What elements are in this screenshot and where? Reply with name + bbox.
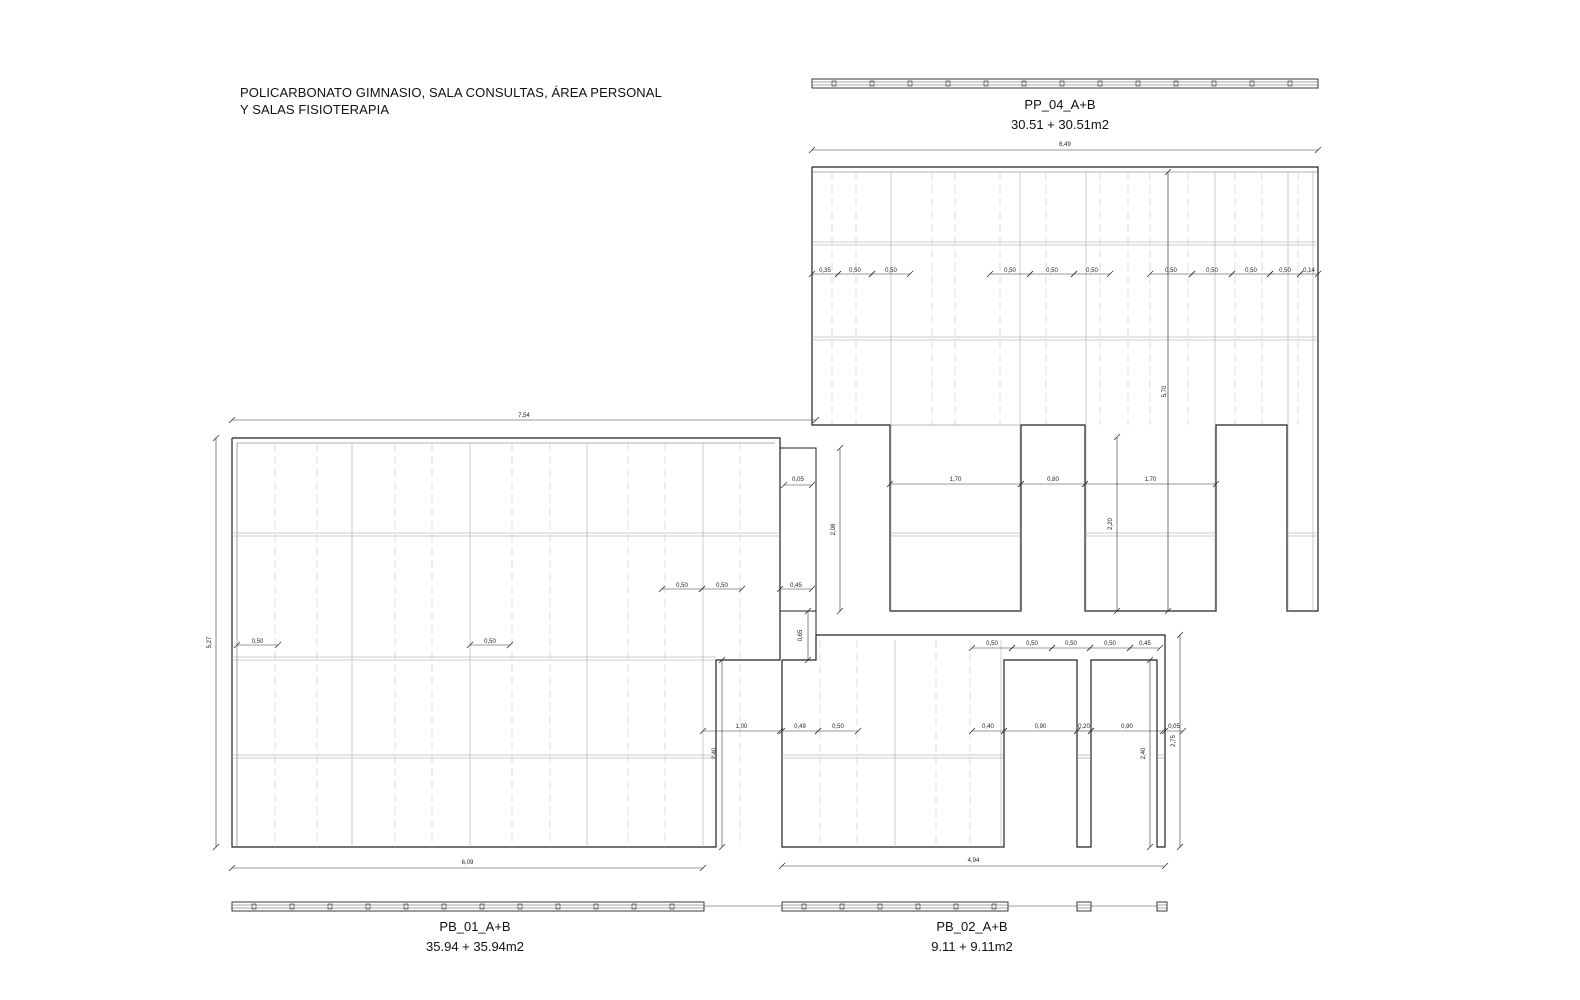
pb02-right-spacing-dimension-text: 0,90 — [1034, 724, 1047, 730]
pb02-top-spacing-dimension-text: 0,50 — [1065, 641, 1077, 647]
pb02-right-spacing-dimension-text: 0,40 — [982, 724, 994, 730]
pb01-spacing-dimension-text: 0,50 — [676, 583, 688, 589]
pp04-spacing-dimension-text: 0,50 — [885, 268, 897, 274]
pb02-profile-strip — [1157, 902, 1167, 911]
pb02-top-spacing-dimension-text: 0,50 — [1026, 641, 1038, 647]
pb02-top-spacing-dimension-text: 0,50 — [986, 641, 998, 647]
pb02-top-spacing-dimension-text: 0,50 — [1104, 641, 1116, 647]
pb02-profile-strip — [1077, 902, 1091, 911]
pb01-spacing-dimension-text: 0,45 — [790, 583, 802, 589]
pb02-top-step — [780, 611, 1165, 635]
pp04-spacing-dimension-text: 0,50 — [1279, 268, 1291, 274]
pb01-spacing-dimension-text: 0,50 — [716, 583, 728, 589]
pb01-spacing-dimension-text: 0,50 — [484, 639, 496, 645]
pb01-spacing-dimension-text: 0,50 — [251, 639, 264, 645]
pp04-spacing-dimension-text: 0,35 — [819, 268, 831, 274]
piece-area-pp04: 30.51 + 30.51m2 — [1011, 117, 1109, 132]
drawing-title-line-1: POLICARBONATO GIMNASIO, SALA CONSULTAS, ÁREA PERSONAL — [240, 85, 662, 100]
pb01-width-dimension-text: 7,54 — [518, 413, 530, 419]
pb01-step-dimension-text: 0,65 — [798, 629, 804, 642]
pp04-spacing-dimension-text: 0,50 — [1245, 268, 1257, 274]
pb02-profile-strip — [782, 902, 1008, 911]
pp04-gap-dimension-text: 1,70 — [949, 477, 962, 483]
pp04-outline — [812, 167, 1318, 611]
piece-code-pp04: PP_04_A+B — [1024, 97, 1096, 112]
pp04-height-dimension-text: 5,70 — [1162, 385, 1168, 398]
piece-code-pb01: PB_01_A+B — [439, 919, 511, 934]
pp04-spacing-dimension-text: 0,50 — [849, 268, 861, 274]
piece-area-pb01: 35.94 + 35.94m2 — [426, 939, 524, 954]
pp04-spacing-dimension-text: 0,50 — [1004, 268, 1016, 274]
pb01-notch-height-dimension-text: 2,40 — [712, 747, 718, 760]
pb01-notch-width-dimension-text: 1,00 — [735, 724, 748, 730]
pb01-outline — [232, 438, 780, 847]
pb01-extension-height-dimension-text: 2,08 — [831, 523, 837, 536]
pp04-gap-dimension-text: 1,70 — [1144, 477, 1157, 483]
piece-code-pb02: PB_02_A+B — [936, 919, 1008, 934]
pb02-right-spacing-dimension-text: 0,20 — [1078, 724, 1090, 730]
pb01-bottom-width-dimension-text: 6,09 — [461, 860, 474, 866]
pb01-height-dimension-text: 5,27 — [207, 636, 213, 649]
piece-area-pb02: 9.11 + 9.11m2 — [931, 939, 1013, 954]
pb01-profile-strip — [232, 902, 704, 911]
pp04-spacing-dimension-text: 0,50 — [1165, 268, 1177, 274]
pb02-outline — [782, 635, 1165, 847]
pb01-extension-small-dimension-text: 0,05 — [792, 477, 804, 483]
pb02-right-spacing-dimension-text: 0,90 — [1121, 724, 1133, 730]
pb02-height-dimension-text: 2,75 — [1171, 735, 1177, 747]
pp04-spacing-dimension-text: 0,14 — [1303, 268, 1315, 274]
pb02-top-spacing-dimension-text: 0,45 — [1139, 641, 1151, 647]
pb02-extension-small-dimension-text: 0,05 — [1168, 724, 1180, 730]
pp04-spacing-dimension-text: 0,50 — [1046, 268, 1058, 274]
drawing-title-line-2: Y SALAS FISIOTERAPIA — [240, 102, 390, 117]
pb02-mid-spacing-dimension-text: 0,50 — [832, 724, 844, 730]
pb02-mid-spacing-dimension-text: 0,49 — [794, 724, 806, 730]
pp04-notch-dimension-text: 2,20 — [1108, 518, 1114, 530]
pp04-spacing-dimension-text: 0,50 — [1086, 268, 1098, 274]
pp04-spacing-dimension-text: 0,50 — [1206, 268, 1218, 274]
pb02-inner-height-dimension-text: 2,40 — [1141, 747, 1147, 760]
pp04-gap-dimension-text: 0,80 — [1047, 477, 1059, 483]
pp04-width-dimension-text: 6,49 — [1059, 142, 1071, 148]
pb02-width-dimension-text: 4,94 — [967, 858, 980, 864]
pp04-profile-strip — [812, 79, 1318, 88]
